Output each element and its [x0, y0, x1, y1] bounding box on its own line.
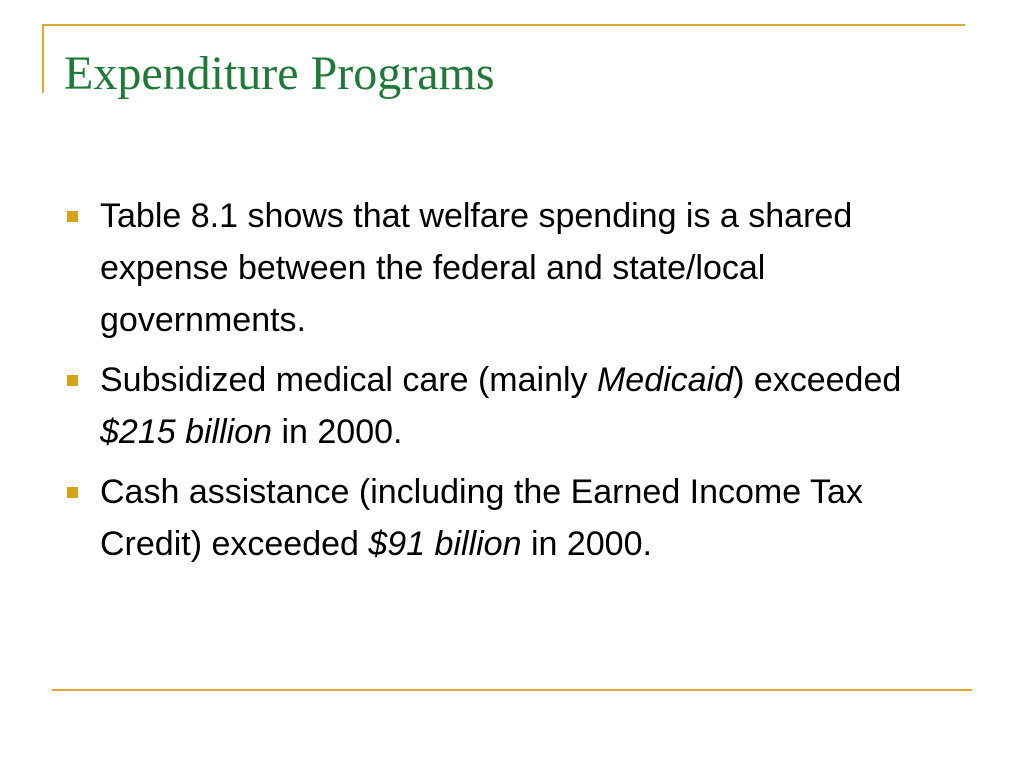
frame-top-rule — [42, 24, 965, 26]
frame-left-rule — [42, 24, 44, 93]
bullet-text: Cash assistance (including the Earned Income Tax Credit) exceeded — [100, 473, 863, 563]
slide-title: Expenditure Programs — [64, 47, 495, 100]
square-bullet-icon — [67, 211, 78, 222]
bullet-text: Subsidized medical care (mainly — [100, 361, 597, 399]
frame-bottom-rule — [52, 689, 972, 691]
bullet-text-emphasis: Medicaid — [596, 361, 734, 399]
bullet-text: in 2000. — [272, 413, 403, 451]
bullet-text: in 2000. — [521, 525, 652, 563]
bullet-text: Table 8.1 shows that welfare spending is a shared expense between the federal and state/local governments. — [100, 197, 853, 339]
square-bullet-icon — [67, 375, 78, 386]
bullet-list — [64, 190, 944, 578]
square-bullet-icon — [67, 487, 78, 498]
bullet-item — [64, 466, 944, 570]
bullet-item — [64, 354, 944, 458]
bullet-item — [64, 190, 944, 346]
bullet-text-emphasis: $215 billion — [100, 413, 273, 451]
bullet-text-emphasis: $91 billion — [368, 525, 522, 563]
bullet-text: ) exceeded — [733, 361, 902, 399]
